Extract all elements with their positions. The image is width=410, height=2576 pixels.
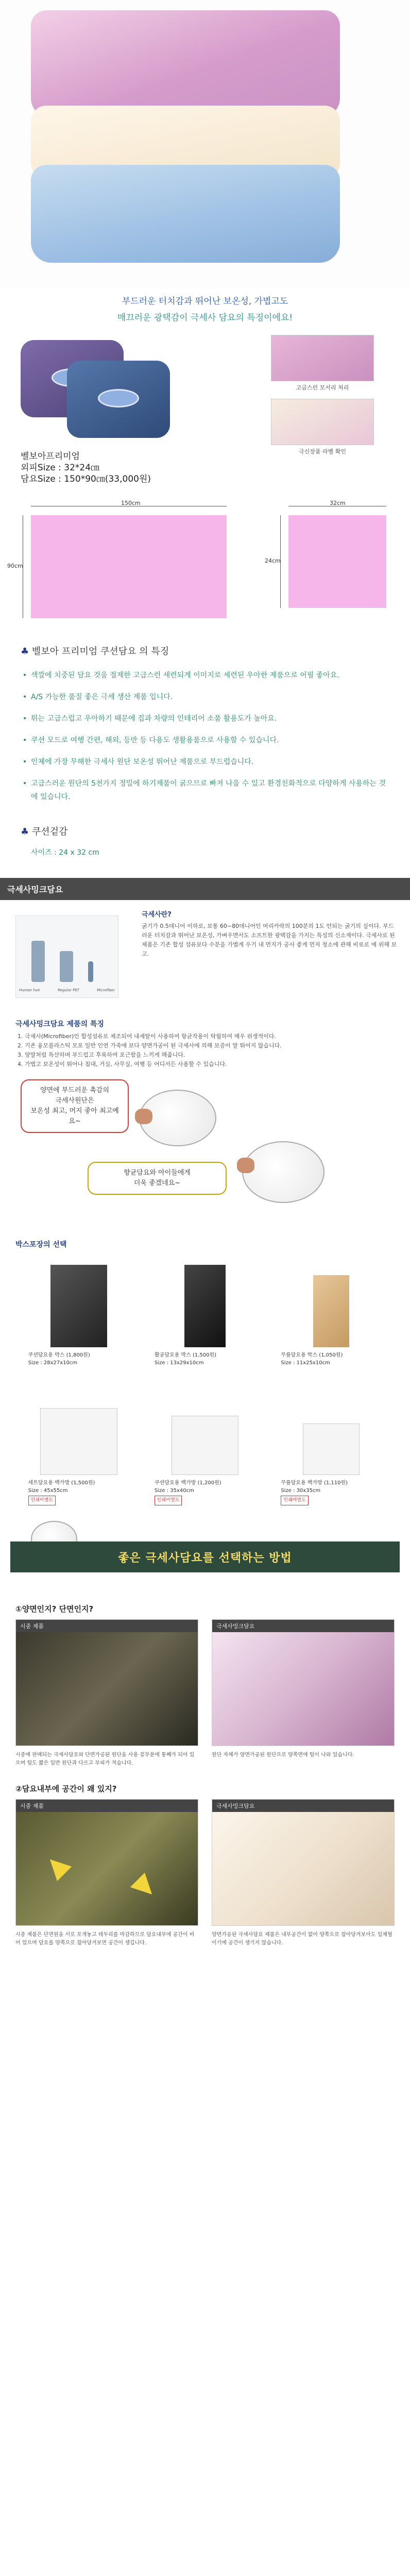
card-header: 시중 제품 [16,1800,198,1812]
q2-left-desc: 시중 제품은 단면원을 서로 포개놓고 테두리를 마감하므로 담요내부에 공간이 비어 있으며 담요를 양쪽으로 잡아당겨보면 공간이 생깁니다. [15,1932,195,1946]
feature-item: • 튀는 고급스럽고 우아하기 때문에 집과 차량의 인테리어 소품 활용도가 높아요. [21,712,389,725]
bag-option[interactable] [275,1382,388,1505]
fleece-feature-item: 3. 양말처럼 특산하며 부드럽고 후룩하여 포근함을 느끼게 해줍니다. [18,1052,185,1058]
fleece-features [15,1019,395,1069]
box-option[interactable] [148,1255,262,1367]
small-width-label: 32cm [330,500,346,506]
blanket-dimension-box [31,515,227,618]
bag-name: 쿠션담요용 백가방 (1,200원) [154,1480,221,1486]
thumb-caption-corner: 고급스런 모서리 처리 [296,384,349,391]
product-spec [21,451,151,485]
label-detail-thumb [271,399,374,445]
q2-compare [15,1799,395,1926]
size-value: 사이즈 : 24 x 32 cm [31,849,99,857]
fleece-about [15,910,395,1019]
feature-item: • 쿠션 모드로 여행 간편, 해외, 등반 등 다용도 생활용품으로 사용할 수 있습니다. [21,734,389,747]
pink-blanket [31,10,340,118]
bag-size: Size : 45x55cm [28,1488,68,1494]
q2-descriptions [15,1931,395,1947]
sheep-illustration [0,1069,410,1239]
q1-card-ours [212,1619,395,1746]
mink-blanket-photo [212,1632,394,1745]
cushion-dimension-box [288,515,386,608]
q2-card-ours [212,1799,395,1926]
small-height-label: 24cm [265,557,281,564]
cushion-image-blue [67,361,170,438]
big-width-label: 150cm [121,500,141,506]
q2-right-desc: 양면가공된 극세사담요 제품은 내부공간이 없어 양쪽으로 잡아당겨보아도 일체형이기에 공간이 생기지 않습니다. [212,1932,392,1946]
q1-compare [15,1619,395,1746]
hero-caption-2: 매끄러운 광택감이 극세사 담요의 특징이에요! [117,313,293,323]
fiber-compare-image [15,916,118,998]
hero-caption-1: 부드러운 터치감과 뛰어난 보온성, 가볍고도 [122,296,288,307]
fleece-section-banner: 극세사밍크담요 [0,878,410,900]
box-grid-row-2 [15,1382,395,1505]
box-size: Size : 28x27x10cm [28,1360,78,1366]
fleece-feature-item: 4. 가볍고 보온성이 뛰어나 침대, 거실, 사무실, 여행 등 어디서든 사용할 수 있습니다. [18,1061,227,1067]
tube-label: Human hair [19,988,41,992]
fleece-feature-item: 2. 기존 융모플라스틱 모포 일반 인연 가죽에 보다 양면가공이 된 극세사에 의해 보증이 말 뛰어지 않습니다. [18,1042,282,1049]
bag-option[interactable] [148,1382,262,1505]
q2-card-market [15,1799,198,1926]
hero-section [0,0,410,289]
card-header: 극세사밍크담요 [212,1620,394,1632]
box-option[interactable] [275,1255,388,1367]
box-grid-row-1 [15,1255,395,1367]
outer-size: 외피Size : 32*24㎝ [21,463,100,473]
fleece-features-title: 극세사밍크담요 제품의 특징 [15,1020,105,1028]
corner-detail-thumb [271,335,374,381]
market-inside-photo [16,1812,198,1925]
blue-blanket [31,165,340,263]
q1-title: ①양면인지? 단면인지? [15,1604,94,1614]
set-bag-image [40,1408,117,1475]
bag-option[interactable] [22,1382,135,1505]
tube-microfiber [88,961,93,982]
dimension-diagrams [0,495,410,634]
box-option[interactable] [22,1255,135,1367]
cushion-bag-image [172,1416,238,1475]
q2-title: ②담요내부에 공간이 왜 있지? [15,1784,117,1793]
sheep-icon [139,1090,216,1146]
fleece-about-title: 극세사란? [142,911,172,919]
box-section-title: 박스포장의 선택 [15,1241,67,1249]
box-size: Size : 11x25x10cm [281,1360,330,1366]
big-height-label: 90cm [7,563,23,569]
bag-size: Size : 35x40cm [154,1488,194,1494]
q1-right-desc: 원단 자체가 양면가공된 원단으로 양쪽면에 털이 나와 있습니다. [212,1752,354,1758]
knee-box-image [313,1275,349,1347]
cushion-box-image [50,1265,107,1347]
tube-label: Microfiber [97,988,115,992]
guide-banner-title: 좋은 극세사담요를 선택하는 방법 [118,1551,292,1565]
club-icon: ♣ [21,646,29,657]
bag-size: Size : 30x35cm [281,1488,321,1494]
product-name: 벨보아프리미엄 [21,451,80,462]
ford-logo [98,389,139,408]
box-name: 무릎담요용 박스 (1,050원) [281,1352,343,1358]
guide-banner [0,1521,410,1593]
print-cost-badge: 인쇄비별도 [28,1496,56,1505]
print-cost-badge: 인쇄비별도 [281,1496,308,1505]
features-title: ♣ 벨보아 프리미엄 쿠션담요 의 특징 [21,646,169,657]
feature-item: • A/S 가능한 품질 좋은 극세 생산 제품 입니다. [21,690,389,704]
mink-inside-photo [212,1812,394,1925]
q1-card-market [15,1619,198,1746]
thumb-caption-label: 극신장품 라벨 확인 [298,448,346,455]
feature-item: • 고급스러운 원단의 5천가지 정밀에 하기제품이 굵으므로 빠져 나을 수 있고 환경친화적으로 다양하게 사용하는 것에 있습니다. [21,777,389,804]
club-icon: ♣ [21,826,29,837]
print-cost-badge: 인쇄비별도 [155,1496,182,1505]
fleece-about-text: 굵기가 0.5데니어 이하로, 보통 60~80데니어인 머리카락의 100분의 1도 안되는 굵기의 실이다. 부드러운 터치감과 뛰어난 보온성, 가벼우면서도 소프트한 광택감을 가지는 특성의 신소재이다. 극세사로 된 제품은 기존 합성 섬유보다 수분을 가볍게 우기 내 먼지가 공사 좋게 먼저 청소에 관해 비료로 에 위해 보고. [142,923,397,957]
fleece-feature-item: 1. 극세사(Microfiber)인 합성섬유로 제조되어 내세탈이 사용하여 항균작용이 탁월하여 매우 위생적이다. [18,1033,277,1040]
bag-name: 세트담요용 백가방 (1,500원) [28,1480,95,1486]
tube-human-hair [31,941,45,982]
feature-item: • 인체에 가장 무해한 극세사 원단 보온성 뛰어난 제품으로 부드럽습니다. [21,755,389,769]
gold-box-image [184,1265,226,1347]
features-section [0,634,410,857]
box-name: 쿠션담요용 박스 (1,800원) [28,1352,90,1358]
feature-item: • 색깔에 치중된 담요 것을 절제한 고급스런 세련되게 이미지로 세련된 우아한 제품으로 어필 좋아요. [21,669,389,682]
sheep-icon [242,1141,324,1203]
blanket-size: 담요Size : 150*90㎝(33,000원) [21,474,151,484]
tube-label: Regular PET [58,988,80,992]
q1-left-desc: 시중에 판매되는 극세사담요와 단면가공된 원단을 사용 겉부분에 통째가 되어 있으며 털도 짧은 일반 원단과 다르고 부피가 적습니다. [15,1752,195,1766]
size-title: ♣ 쿠션겉감 [21,826,68,837]
speech-bubble-2: 향균담요와 아이들에게 더욱 좋겠네요~ [88,1162,227,1195]
tube-regular-pet [60,951,73,982]
market-blanket-photo [16,1632,198,1745]
card-header: 시중 제품 [16,1620,198,1632]
knee-bag-image [303,1423,360,1475]
q1-descriptions [15,1751,395,1768]
box-size: Size : 13x29x10cm [154,1360,204,1366]
product-overview [0,335,410,489]
speech-bubble-1: 양면에 부드러운 촉감의 극세사원단은 보온성 최고, 머지 좋아 최고예요~ [21,1079,129,1133]
box-name: 활공담요용 박스 (1,500원) [154,1352,217,1358]
bag-name: 무릎담요용 백가방 (1,110원) [281,1480,348,1486]
card-header: 극세사밍크담요 [212,1800,394,1812]
